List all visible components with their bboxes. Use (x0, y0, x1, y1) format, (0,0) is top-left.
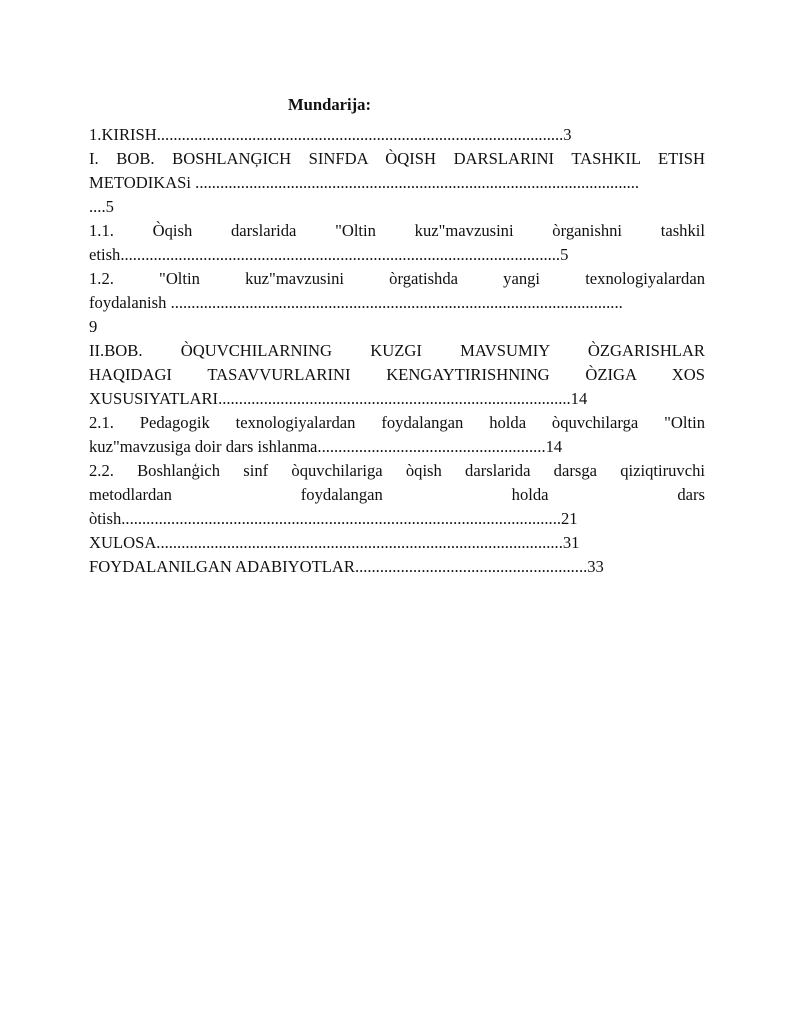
toc-line: HAQIDAGI TASAVVURLARINI KENGAYTIRISHNING ÒZIGA XOS (89, 365, 705, 384)
toc-line: etish..........................................................................................................5 (89, 245, 569, 264)
toc-line: METODIKASi ........................................................................................................... (89, 173, 640, 192)
toc-line: XULOSA..................................................................................................31 (89, 533, 580, 552)
toc-entry-section-1-1[interactable] (89, 219, 705, 267)
toc-entry-xulosa[interactable] (89, 531, 705, 555)
toc-entry-chapter-1[interactable] (89, 147, 705, 219)
toc-line: metodlardan foydalangan holda dars (89, 485, 705, 504)
document-page (89, 92, 705, 579)
toc-line: FOYDALANILGAN ADABIYOTLAR........................................................33 (89, 557, 604, 576)
toc-line: 1.1. Òqish darslarida "Oltin kuz"mavzusini òrganishni tashkil (89, 221, 705, 240)
toc-line: 2.1. Pedagogik texnologiyalardan foydalangan holda òquvchilarga "Oltin (89, 413, 705, 432)
toc-line: foydalanish ............................................................................................................. (89, 293, 623, 312)
toc-line: òtish..........................................................................................................21 (89, 509, 578, 528)
toc-entry-kirish[interactable] (89, 123, 705, 147)
toc-line: XUSUSIYATLARI.....................................................................................14 (89, 389, 588, 408)
toc-line: I. BOB. BOSHLANĢICH SINFDA ÒQISH DARSLARINI TASHKIL ETISH (89, 149, 705, 168)
toc-line: 1.KIRISH..................................................................................................3 (89, 125, 572, 144)
page-title: Mundarija: (288, 95, 371, 114)
toc-line: 2.2. Boshlanģich sinf òquvchilariga òqish darslarida darsga qiziqtiruvchi (89, 461, 705, 480)
toc-entry-section-2-1[interactable] (89, 411, 705, 459)
toc-line: 9 (89, 317, 98, 336)
toc-entry-chapter-2[interactable] (89, 339, 705, 411)
toc-line: kuz"mavzusiga doir dars ishlanma.......................................................14 (89, 437, 563, 456)
toc-entry-section-2-2[interactable] (89, 459, 705, 531)
toc-line: II.BOB. ÒQUVCHILARNING KUZGI MAVSUMIY ÒZGARISHLAR (89, 341, 705, 360)
toc-line: 1.2. "Oltin kuz"mavzusini òrgatishda yangi texnologiyalardan (89, 269, 705, 288)
toc-entry-section-1-2[interactable] (89, 267, 705, 339)
toc-line: ....5 (89, 197, 114, 216)
toc-entry-adabiyotlar[interactable] (89, 555, 705, 579)
